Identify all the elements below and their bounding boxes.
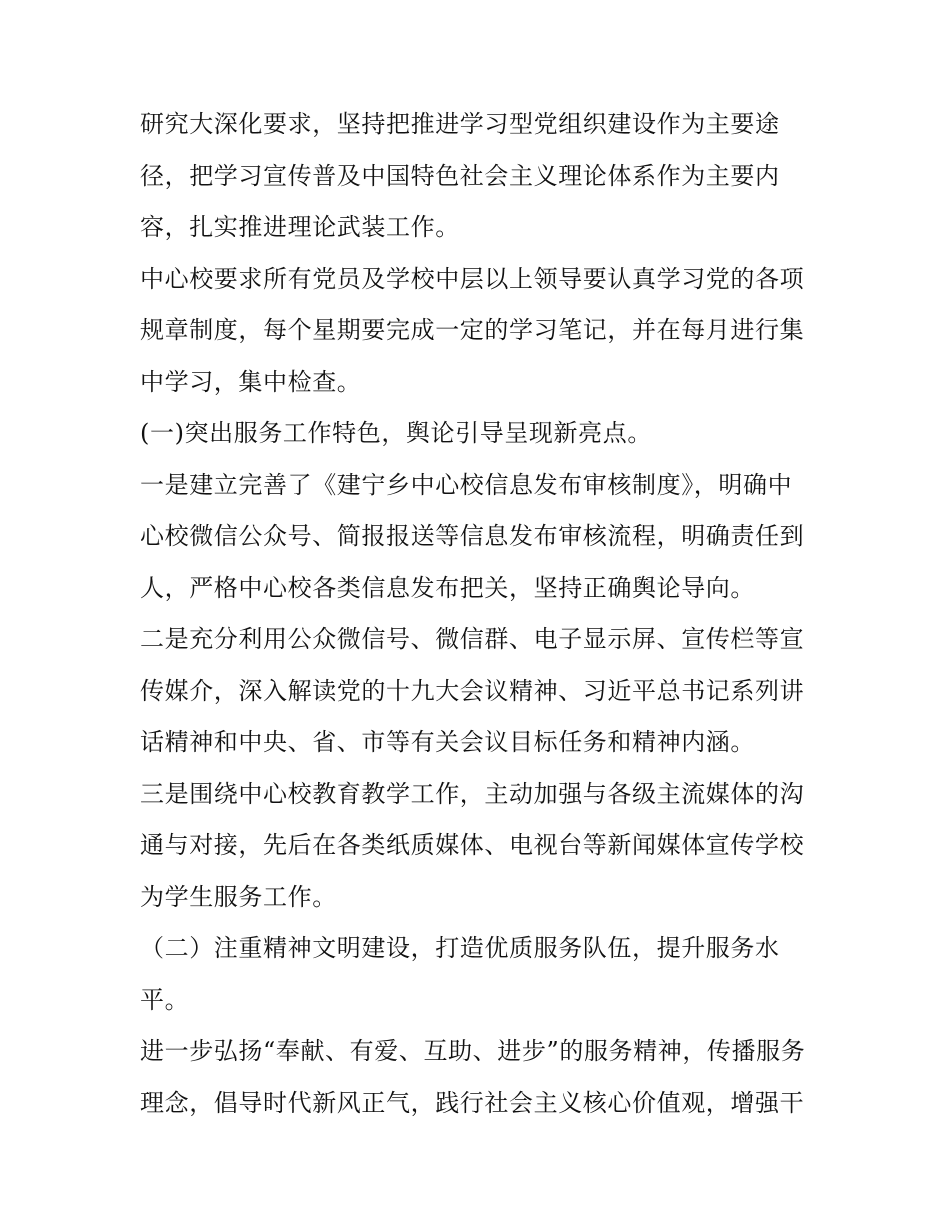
text-line-14: 三是围绕中心校教育教学工作，主动加强与各级主流媒体的沟: [140, 779, 805, 808]
text-line-19: 进一步弘扬“奉献、有爱、互助、进步”的服务精神，传播服务: [140, 1037, 806, 1065]
text-line-9: 心校微信公众号、简报报送等信息发布审核流程，明确责任到: [140, 522, 805, 550]
text-line-8: 一是建立完善了《建宁乡中心校信息发布审核制度》，明确中: [140, 470, 793, 499]
text-line-2: 径，把学习宣传普及中国特色社会主义理论体系作为主要内: [140, 161, 780, 190]
text-line-20: 理念，倡导时代新风正气，践行社会主义核心价值观，增强干: [140, 1088, 805, 1117]
text-line-13: 话精神和中央、省、市等有关会议目标任务和精神内涵。: [140, 728, 755, 756]
text-line-18: 平。: [140, 985, 190, 1014]
text-line-10: 人，严格中心校各类信息发布把关，坚持正确舆论导向。: [140, 573, 755, 602]
text-line-4: 中心校要求所有党员及学校中层以上领导要认真学习党的各项: [140, 264, 805, 293]
text-line-16: 为学生服务工作。: [140, 882, 337, 911]
text-line-6: 中学习，集中检查。: [140, 367, 362, 396]
text-line-3: 容，扎实推进理论武装工作。: [140, 213, 460, 241]
document-body: [140, 99, 820, 1129]
text-line-1: 研究大深化要求，坚持把推进学习型党组织建设作为主要途: [140, 110, 780, 138]
section-heading-2: （二）注重精神文明建设，打造优质服务队伍，提升服务水: [140, 934, 780, 962]
section-heading-1: (一)突出服务工作特色，舆论引导呈现新亮点。: [140, 419, 652, 447]
text-line-15: 通与对接，先后在各类纸质媒体、电视台等新闻媒体宣传学校: [140, 831, 805, 859]
text-line-11: 二是充分利用公众微信号、微信群、电子显示屏、宣传栏等宣: [140, 625, 805, 653]
text-line-12: 传媒介，深入解读党的十九大会议精神、习近平总书记系列讲: [140, 676, 805, 705]
text-line-5: 规章制度，每个星期要完成一定的学习笔记，并在每月进行集: [140, 316, 805, 344]
